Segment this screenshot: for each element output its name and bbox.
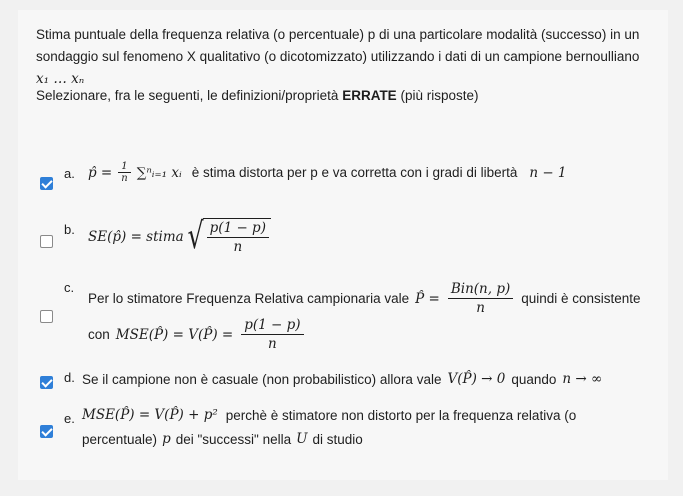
instruction-bold: ERRATE [342,88,397,103]
option-e-checkbox[interactable] [40,425,53,438]
option-b-checkbox[interactable] [40,235,53,248]
option-b-content [88,218,271,256]
option-c-formula1-lhs: P̂ = [415,290,440,307]
option-c-frac2-num: p(1 − p) [241,316,303,335]
option-e-text-2-prefix: percentuale) [82,431,158,447]
option-c-text-1: Per lo stimatore Frequenza Relativa campionaria vale [88,291,410,306]
option-d-formula-2: n → ∞ [562,371,603,387]
option-a-sum: ∑ⁿᵢ₌₁ xᵢ [136,164,182,181]
option-c-frac2-den: n [268,336,277,352]
option-c-fraction-1 [448,280,513,317]
option-c-line-1 [88,280,641,317]
option-d-checkbox[interactable] [40,376,53,389]
instruction-suffix: (più risposte) [396,88,479,103]
option-a-formula-lhs: p̂ = [88,164,113,181]
option-b-formula-lhs: SE(p̂) = stima [88,229,184,245]
option-b-letter: b. [64,222,75,237]
option-a-formula-tail: n − 1 [529,164,567,181]
option-a-frac-num: 1 [118,161,130,173]
option-e-formula-u: U [296,431,308,447]
question-line-3: x₁ … xₙ [36,71,85,87]
option-e-line-2 [82,431,363,447]
option-b-sqrt [184,218,271,256]
option-e-letter: e. [64,411,75,426]
option-e-formula-1: MSE(P̂) = V(P̂) + p² [82,407,218,423]
option-e-text-2-mid: dei "successi" nella [175,431,292,447]
option-c-text-3: con [88,327,110,342]
option-c-text-2: quindi è consistente [521,291,641,306]
option-a-letter: a. [64,166,75,181]
option-d-letter: d. [64,370,75,385]
option-c-line-2 [88,316,306,353]
question-line-1: Stima puntuale della frequenza relativa (o percentuale) p di una particolare modalità (successo) in un [36,27,640,42]
sqrt-icon: √ [187,216,204,257]
option-e-text-1: perchè è stimatore non distorto per la frequenza relativa (o [225,407,577,423]
option-c-fraction-2 [241,316,303,353]
option-a-frac-den: n [121,173,128,184]
instruction [36,88,478,103]
option-d-text-2: quando [511,371,557,387]
option-c-letter: c. [64,280,75,295]
option-c-frac1-num: Bin(n, p) [448,280,513,299]
option-a-content [88,161,567,184]
option-b-fraction [207,219,269,256]
option-d-text-1: Se il campione non è casuale (non probabilistico) allora vale [82,371,442,387]
option-b-frac-den: n [233,239,243,255]
option-e-line-1 [82,407,576,423]
option-e-formula-p: p [162,431,171,447]
option-c-formula2-lhs: MSE(P̂) = V(P̂) = [115,326,234,343]
question-line-2: sondaggio sul fenomeno X qualitativo (o dicotomizzato) utilizzando i dati di un campione bernoulliano [36,49,640,64]
question-text [36,24,651,90]
option-a-fraction [118,161,130,184]
option-a-text: è stima distorta per p e va corretta con i gradi di libertà [191,165,518,180]
option-a-checkbox[interactable] [40,177,53,190]
option-b-frac-num: p(1 − p) [207,219,269,238]
option-d-content [82,371,602,387]
option-e-text-2-suffix: di studio [312,431,363,447]
option-c-frac1-den: n [476,300,485,316]
instruction-prefix: Selezionare, fra le seguenti, le definizioni/proprietà [36,88,343,103]
option-c-checkbox[interactable] [40,310,53,323]
option-d-formula-1: V(P̂) → 0 [447,371,506,387]
